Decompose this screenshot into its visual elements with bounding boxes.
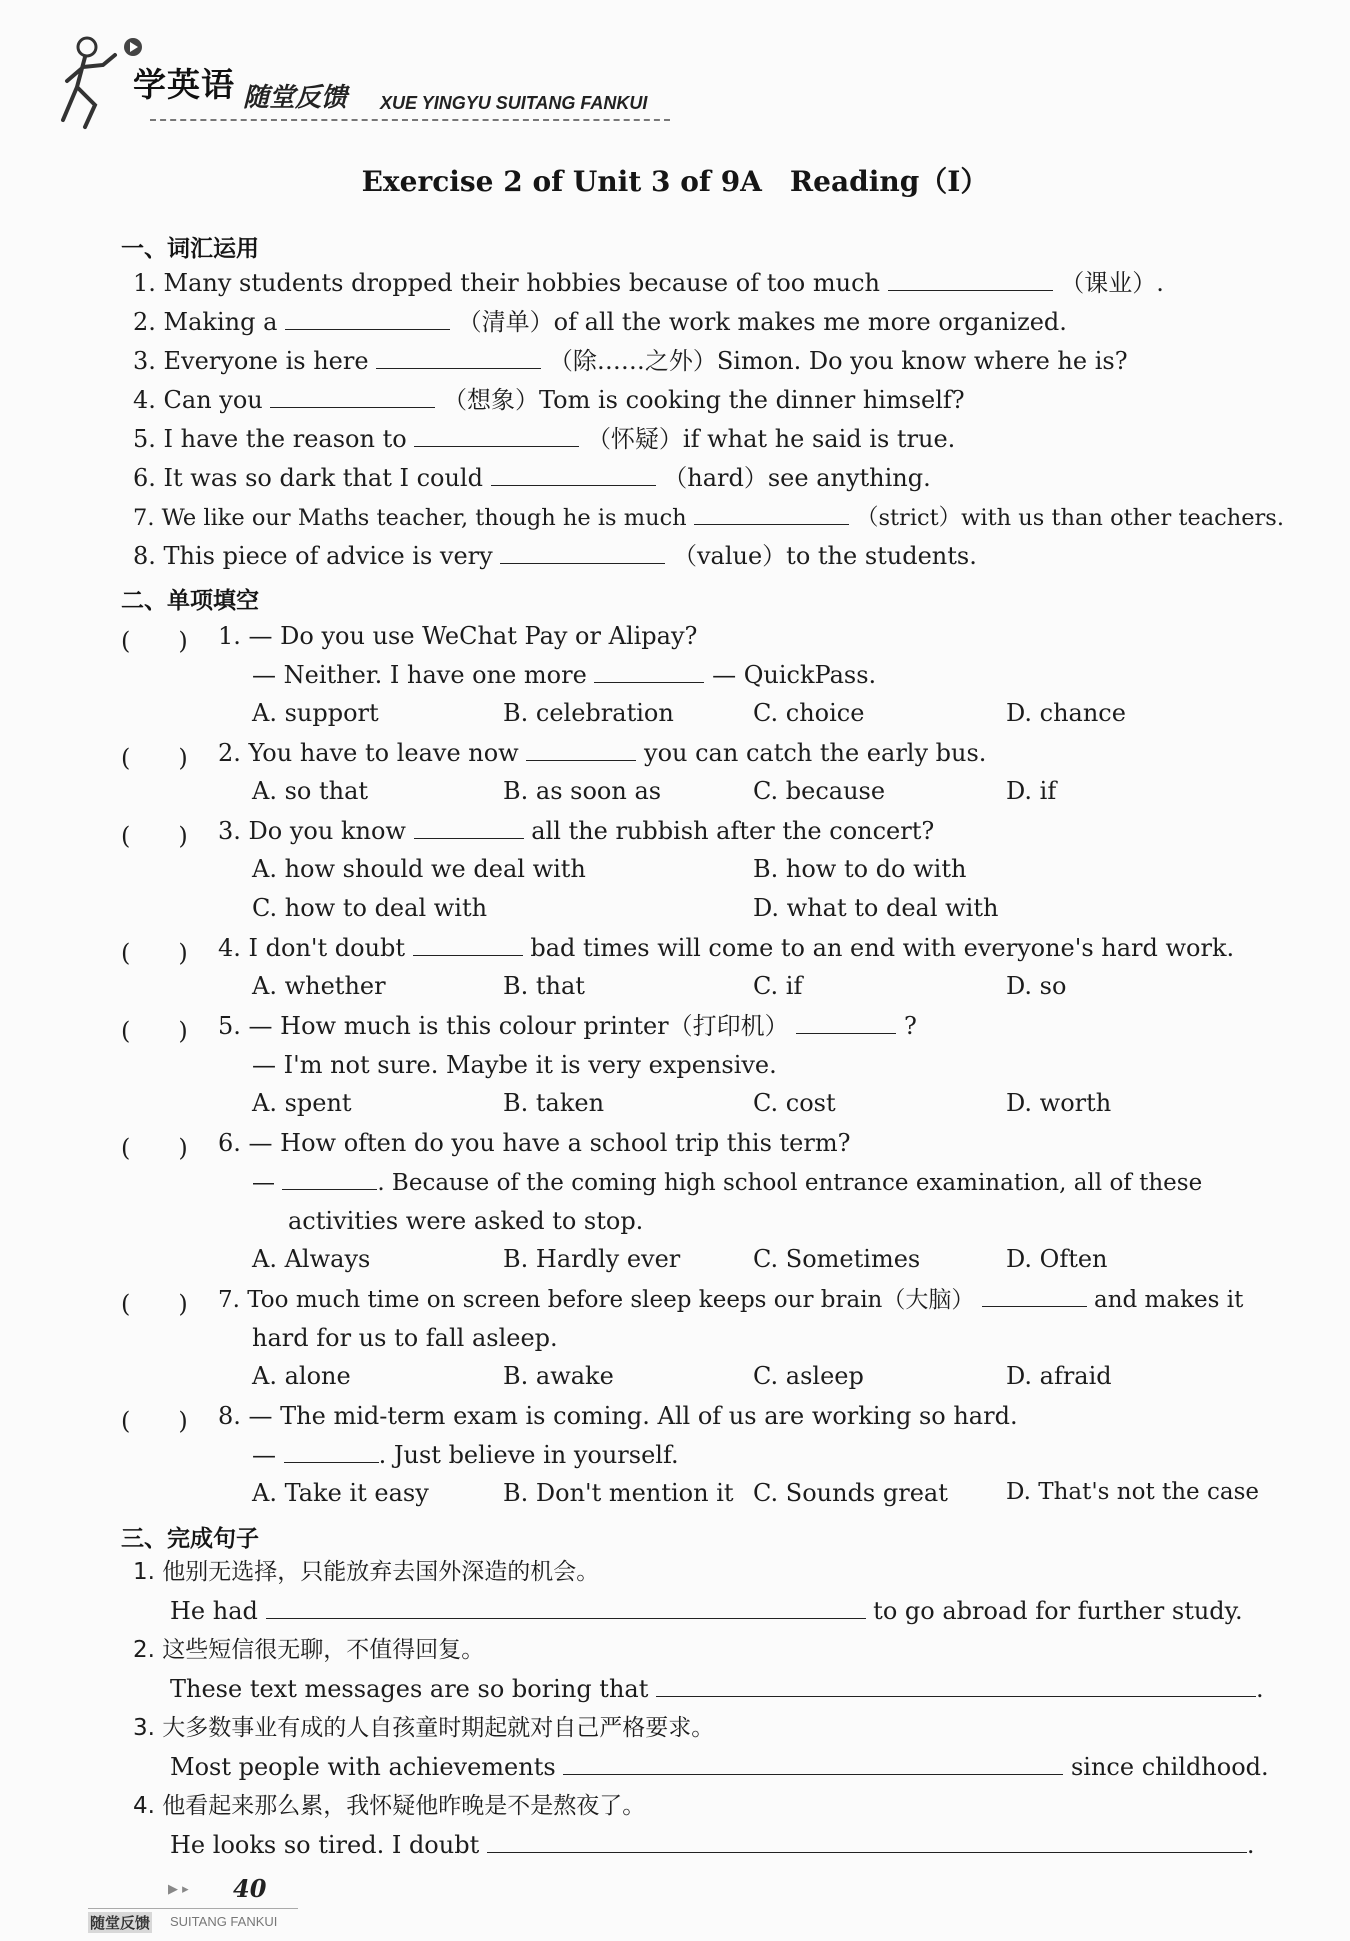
option-c[interactable]: C. how to deal with: [252, 894, 488, 922]
question-line: — Neither. I have one more — QuickPass.: [252, 661, 877, 689]
footer-label: 随堂反馈: [90, 1914, 151, 1932]
section2-heading: 二、单项填空: [121, 588, 259, 614]
answer-paren[interactable]: ( ): [121, 744, 188, 772]
option-c[interactable]: C. cost: [753, 1089, 836, 1117]
vocab-item: 3. Everyone is here （除……之外）Simon. Do you know where he is?: [133, 347, 1128, 375]
header-subtitle: 随堂反馈: [243, 83, 348, 113]
chinese-prompt: 2. 这些短信很无聊，不值得回复。: [133, 1637, 485, 1663]
chinese-prompt: 4. 他看起来那么累，我怀疑他昨晚是不是熬夜了。: [133, 1793, 646, 1819]
option-c[interactable]: C. because: [753, 777, 886, 805]
answer-blank[interactable]: [487, 1830, 1247, 1853]
section1-heading: 一、词汇运用: [121, 236, 259, 262]
option-a[interactable]: A. spent: [252, 1089, 352, 1117]
option-d[interactable]: D. if: [1006, 777, 1057, 805]
answer-blank[interactable]: [282, 1167, 377, 1190]
answer-paren[interactable]: ( ): [121, 1134, 188, 1162]
answer-blank[interactable]: [491, 463, 656, 486]
option-b[interactable]: B. as soon as: [503, 777, 662, 805]
answer-paren[interactable]: ( ): [121, 1407, 188, 1435]
answer-blank[interactable]: [694, 502, 849, 525]
question-stem: 2. You have to leave now you can catch the early bus.: [218, 739, 987, 767]
question-stem: 3. Do you know all the rubbish after the concert?: [218, 817, 935, 845]
answer-blank[interactable]: [284, 1440, 379, 1463]
vocab-item: 8. This piece of advice is very （value）to the students.: [133, 542, 977, 570]
answer-blank[interactable]: [414, 424, 579, 447]
translation-line: He had to go abroad for further study.: [170, 1597, 1243, 1625]
translation-line: He looks so tired. I doubt .: [170, 1831, 1255, 1859]
answer-paren[interactable]: ( ): [121, 822, 188, 850]
answer-blank[interactable]: [594, 660, 704, 683]
answer-blank[interactable]: [500, 541, 665, 564]
option-d[interactable]: D. That's not the case: [1006, 1479, 1259, 1505]
question-line: hard for us to fall asleep.: [252, 1324, 558, 1352]
option-d[interactable]: D. afraid: [1006, 1362, 1112, 1390]
chinese-prompt: 3. 大多数事业有成的人自孩童时期起就对自己严格要求。: [133, 1715, 715, 1741]
answer-blank[interactable]: [413, 933, 523, 956]
header-title: 学英语: [133, 65, 235, 104]
option-a[interactable]: A. so that: [252, 777, 369, 805]
question-line: activities were asked to stop.: [288, 1207, 644, 1235]
option-a[interactable]: A. Take it easy: [252, 1479, 429, 1507]
answer-blank[interactable]: [982, 1284, 1087, 1307]
option-c[interactable]: C. Sometimes: [753, 1245, 921, 1273]
question-stem: 5. — How much is this colour printer（打印机） ?: [218, 1012, 917, 1040]
option-b[interactable]: B. that: [503, 972, 585, 1000]
question-stem: 4. I don't doubt bad times will come to an end with everyone's hard work.: [218, 934, 1235, 962]
option-d[interactable]: D. so: [1006, 972, 1067, 1000]
question-line: — I'm not sure. Maybe it is very expensive.: [252, 1051, 777, 1079]
translation-line: These text messages are so boring that .: [170, 1675, 1264, 1703]
answer-paren[interactable]: ( ): [121, 627, 188, 655]
footer-label-pinyin: SUITANG FANKUI: [170, 1914, 278, 1929]
question-line: — . Because of the coming high school entrance examination, all of these: [252, 1167, 1202, 1198]
footer-divider: [88, 1908, 298, 1909]
answer-paren[interactable]: ( ): [121, 1290, 188, 1318]
vocab-item: 5. I have the reason to （怀疑）if what he said is true.: [133, 425, 956, 453]
vocab-item: 7. We like our Maths teacher, though he is much （strict）with us than other teachers.: [133, 502, 1284, 533]
answer-blank[interactable]: [526, 738, 636, 761]
option-a[interactable]: A. alone: [252, 1362, 351, 1390]
vocab-item: 2. Making a （清单）of all the work makes me more organized.: [133, 308, 1067, 336]
option-c[interactable]: C. Sounds great: [753, 1479, 948, 1507]
answer-blank[interactable]: [414, 816, 524, 839]
page-number: 40: [233, 1874, 267, 1903]
translation-line: Most people with achievements since childhood.: [170, 1753, 1269, 1781]
question-stem: 6. — How often do you have a school trip this term?: [218, 1129, 851, 1157]
question-stem: 7. Too much time on screen before sleep keeps our brain（大脑） and makes it: [218, 1284, 1243, 1315]
vocab-item: 1. Many students dropped their hobbies because of too much （课业）.: [133, 269, 1164, 297]
answer-blank[interactable]: [285, 307, 450, 330]
option-b[interactable]: B. Don't mention it: [503, 1479, 734, 1507]
chinese-prompt: 1. 他别无选择，只能放弃去国外深造的机会。: [133, 1559, 600, 1585]
option-c[interactable]: C. if: [753, 972, 803, 1000]
option-c[interactable]: C. asleep: [753, 1362, 864, 1390]
vocab-item: 4. Can you （想象）Tom is cooking the dinner himself?: [133, 386, 965, 414]
answer-blank[interactable]: [796, 1011, 896, 1034]
answer-paren[interactable]: ( ): [121, 939, 188, 967]
section3-heading: 三、完成句子: [121, 1526, 259, 1552]
answer-blank[interactable]: [270, 385, 435, 408]
answer-blank[interactable]: [266, 1596, 866, 1619]
option-a[interactable]: A. support: [252, 699, 379, 727]
header-pinyin: XUE YINGYU SUITANG FANKUI: [380, 93, 648, 113]
option-a[interactable]: A. how should we deal with: [252, 855, 586, 883]
page-footer: [88, 1874, 308, 1934]
header-banner: [55, 25, 675, 135]
answer-blank[interactable]: [563, 1752, 1063, 1775]
option-b[interactable]: B. awake: [503, 1362, 614, 1390]
option-b[interactable]: B. celebration: [503, 699, 674, 727]
option-d[interactable]: D. Often: [1006, 1245, 1108, 1273]
option-d[interactable]: D. chance: [1006, 699, 1126, 727]
question-line: — . Just believe in yourself.: [252, 1441, 679, 1469]
page-title: Exercise 2 of Unit 3 of 9A Reading（Ⅰ）: [361, 165, 989, 198]
option-a[interactable]: A. whether: [252, 972, 386, 1000]
option-b[interactable]: B. taken: [503, 1089, 605, 1117]
option-b[interactable]: B. how to do with: [753, 855, 967, 883]
option-b[interactable]: B. Hardly ever: [503, 1245, 681, 1273]
option-a[interactable]: A. Always: [252, 1245, 371, 1273]
answer-blank[interactable]: [376, 346, 541, 369]
option-d[interactable]: D. worth: [1006, 1089, 1112, 1117]
vocab-item: 6. It was so dark that I could （hard）see anything.: [133, 464, 931, 492]
question-stem: 8. — The mid-term exam is coming. All of us are working so hard.: [218, 1402, 1018, 1430]
option-c[interactable]: C. choice: [753, 699, 865, 727]
option-d[interactable]: D. what to deal with: [753, 894, 999, 922]
arrow-icon: ▶ ▸: [168, 1882, 189, 1897]
question-stem: 1. — Do you use WeChat Pay or Alipay?: [218, 622, 698, 650]
answer-paren[interactable]: ( ): [121, 1017, 188, 1045]
answer-blank[interactable]: [888, 268, 1053, 291]
header-divider: [150, 119, 670, 121]
answer-blank[interactable]: [656, 1674, 1256, 1697]
